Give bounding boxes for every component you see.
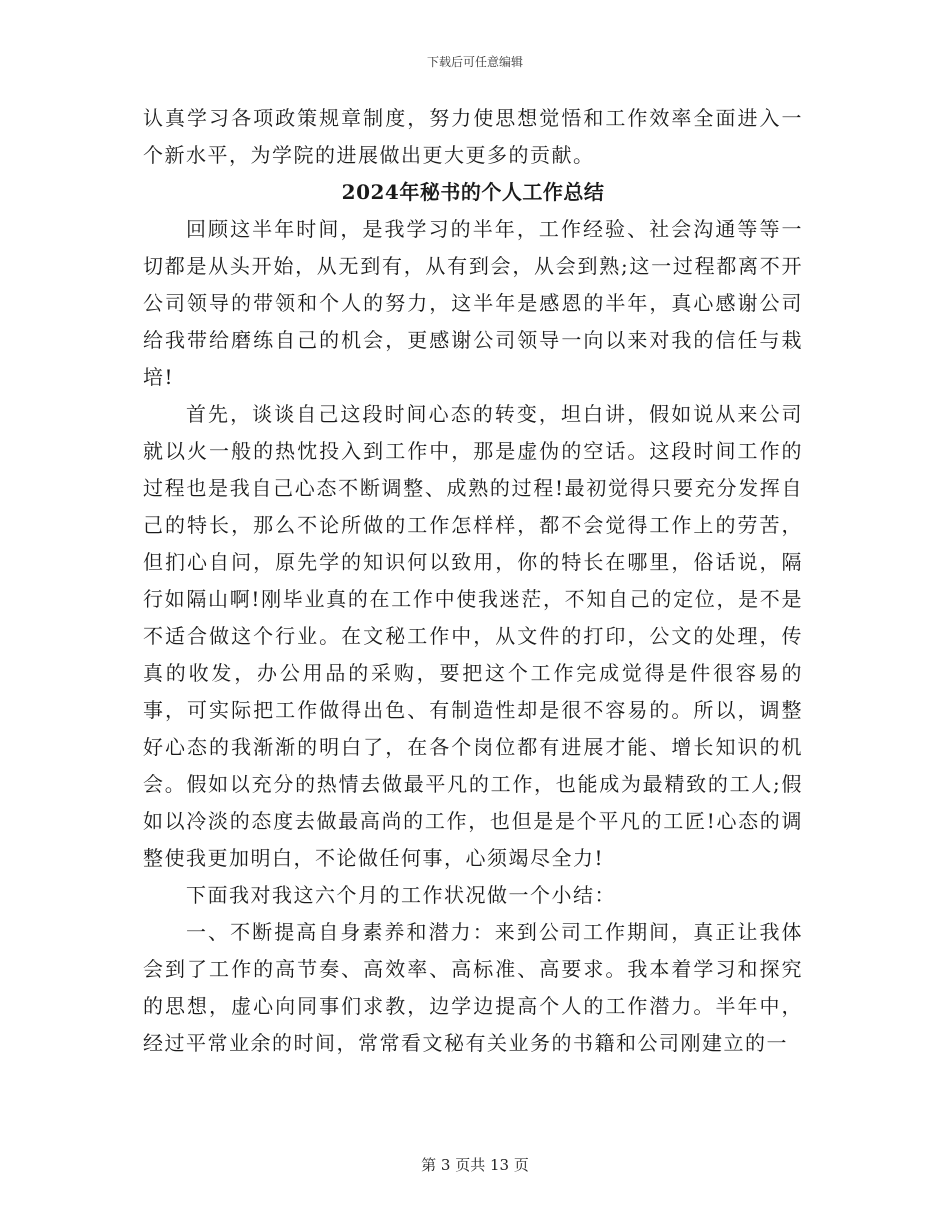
document-title: 2024年秘书的个人工作总结	[341, 180, 605, 204]
paragraph-mindset: 首先，谈谈自己这段时间心态的转变，坦白讲，假如说从来公司就以火一般的热忱投入到工作中，那是虚伪的空话。这段时间工作的过程也是我自己心态不断调整、成熟的过程!最初觉得只要充分发挥自己的特长，那么不论所做的工作怎样样，都不会觉得工作上的劳苦，但扪心自问，原先学的知识何以致用，你的特长在哪里，俗话说，隔行如隔山啊!刚毕业真的在工作中使我迷茫，不知自己的定位，是不是不适合做这个行业。在文秘工作中，从文件的打印，公文的处理，传真的收发，办公用品的采购，要把这个工作完成觉得是件很容易的事，可实际把工作做得出色、有制造性却是很不容易的。所以，调整好心态的我渐渐的明白了，在各个岗位都有进展才能、增长知识的机会。假如以充分的热情去做最平凡的工作，也能成为最精致的工人;假如以冷淡的态度去做最高尚的工作，也但是是个平凡的工匠!心态的调整使我更加明白，不论做任何事，心须竭尽全力!	[143, 402, 803, 870]
page-header: 下载后可任意编辑	[426, 55, 523, 69]
paragraph-point-one: 一、不断提高自身素养和潜力：来到公司工作期间，真正让我体会到了工作的高节奏、高效率、高标准、高要求。我本着学习和探究的思想，虚心向同事们求教，边学边提高个人的工作潜力。半年中，经过平常业余的时间，常常看文秘有关业务的书籍和公司刚建立的一	[143, 920, 803, 1055]
paragraph-continued: 认真学习各项政策规章制度，努力使思想觉悟和工作效率全面进入一个新水平，为学院的进展做出更大更多的贡献。	[143, 106, 803, 167]
paragraph-review: 回顾这半年时间，是我学习的半年，工作经验、社会沟通等等一切都是从头开始，从无到有，从有到会，从会到熟;这一过程都离不开公司领导的带领和个人的努力，这半年是感恩的半年，真心感谢公司给我带给磨练自己的机会，更感谢公司领导一向以来对我的信任与栽培!	[143, 217, 803, 389]
page-footer: 第 3 页共 13 页	[421, 1156, 529, 1174]
document-body	[143, 100, 803, 1062]
paragraph-summary-intro: 下面我对我这六个月的工作状况做一个小结：	[186, 883, 616, 907]
